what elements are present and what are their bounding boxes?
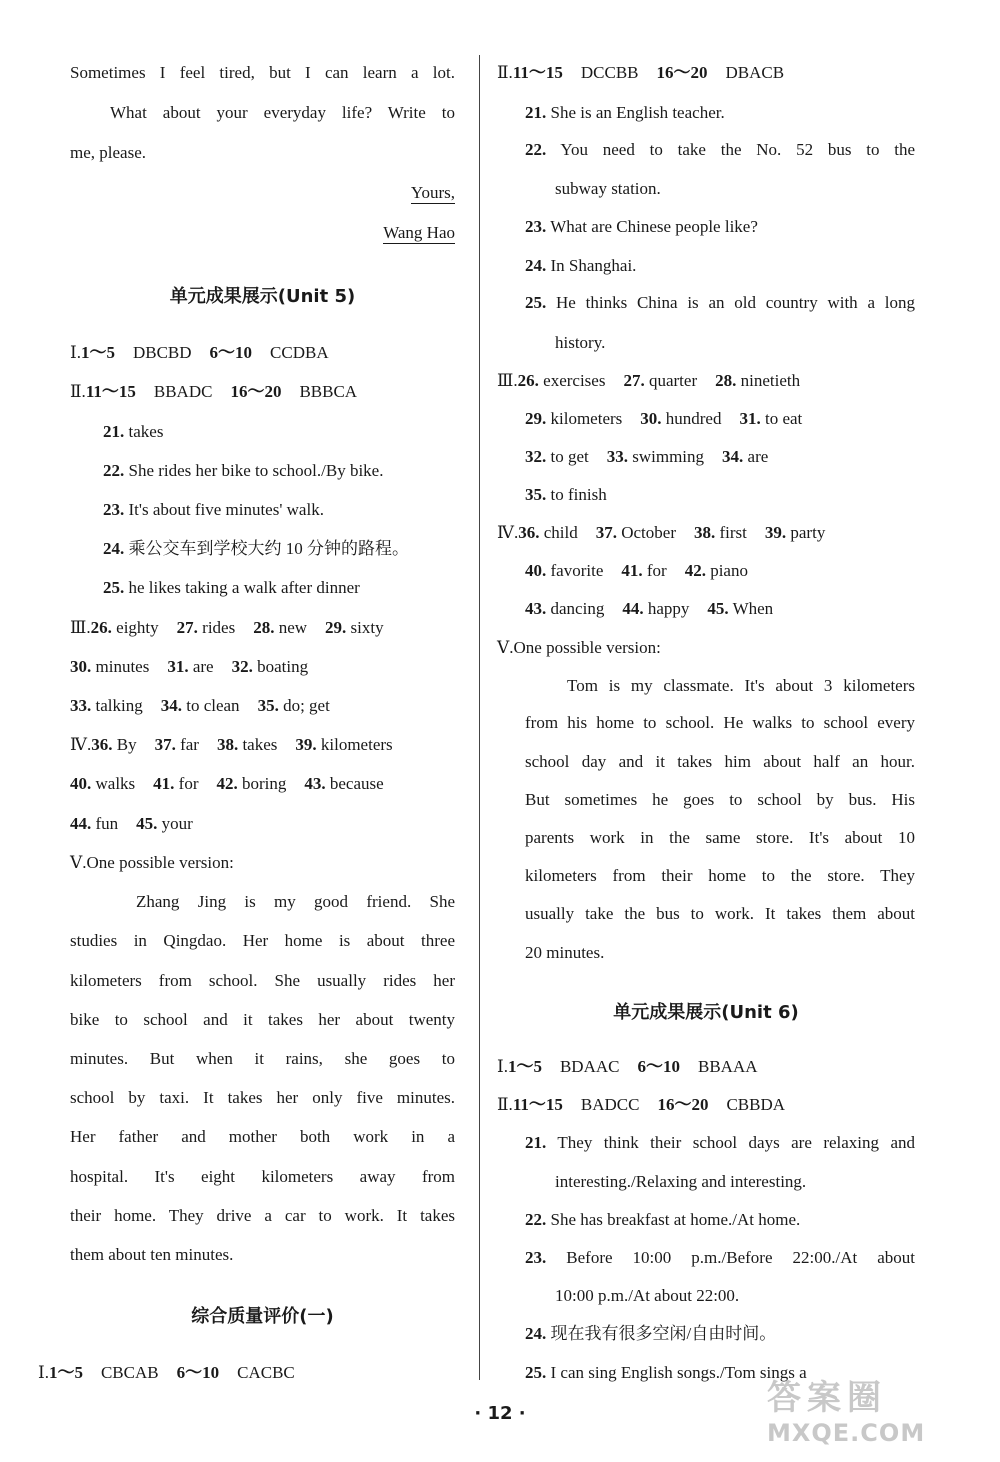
- page-number: · 12 ·: [474, 1403, 526, 1424]
- essay-line: Zhang Jing is my good friend. She: [136, 892, 455, 911]
- answer-item: 23. What are Chinese people like?: [525, 217, 758, 236]
- answer-row: Ⅲ.26. eighty 27. rides 28. new 29. sixty: [70, 618, 384, 637]
- answer-item: 22. She rides her bike to school./By bike.: [103, 461, 384, 480]
- answer-item: 25. He thinks China is an old country with a long: [525, 293, 915, 312]
- essay-line: them about ten minutes.: [70, 1245, 234, 1264]
- answer-row: Ⅳ.36. By 37. far 38. takes 39. kilometers: [70, 735, 393, 754]
- essay-line: parents work in the same store. It's about 10: [525, 828, 915, 847]
- essay-line: 20 minutes.: [525, 943, 605, 962]
- answer-row: Ⅰ.1～5 BDAAC 6～10 BBAAA: [497, 1057, 758, 1076]
- answer-row: 32. to get 33. swimming 34. are: [525, 447, 769, 466]
- answer-row: Ⅱ.11～15 BADCC 16～20 CBBDA: [497, 1095, 786, 1114]
- answer-row: 35. to finish: [525, 485, 607, 504]
- essay-line: from his home to school. He walks to school every: [525, 713, 915, 732]
- answer-row: 33. talking 34. to clean 35. do; get: [70, 696, 330, 715]
- essay-line: school by taxi. It takes her only five minutes.: [70, 1088, 455, 1107]
- answer-row: 44. fun 45. your: [70, 814, 193, 833]
- answer-row: 29. kilometers 30. hundred 31. to eat: [525, 409, 803, 428]
- watermark-logo: [767, 1370, 982, 1448]
- answer-item: 24. 现在我有很多空闲/自由时间。: [525, 1324, 777, 1343]
- essay-line: kilometers from school. She usually rides her: [70, 971, 455, 990]
- answer-row: 40. walks 41. for 42. boring 43. because: [70, 774, 384, 793]
- essay-line: But sometimes he goes to school by bus. His: [525, 790, 915, 809]
- section-heading: 单元成果展示(Unit 5): [169, 286, 356, 307]
- answer-item: 25. he likes taking a walk after dinner: [103, 578, 360, 597]
- answer-item: 22. You need to take the No. 52 bus to the: [525, 140, 916, 159]
- answer-row: Ⅲ.26. exercises 27. quarter 28. ninetieth: [497, 371, 801, 390]
- letter-line: What about your everyday life? Write to: [110, 103, 455, 122]
- column-divider: [479, 55, 480, 1380]
- essay-line: Her father and mother both work in a: [70, 1127, 455, 1146]
- answer-item-cont: interesting./Relaxing and interesting.: [555, 1172, 807, 1191]
- answer-row: Ⅳ.36. child 37. October 38. first 39. party: [497, 523, 826, 542]
- essay-line: studies in Qingdao. Her home is about three: [70, 931, 455, 950]
- answer-item: 23. Before 10:00 p.m./Before 22:00./At about: [525, 1248, 916, 1267]
- answer-row: Ⅰ.1～5 DBCBD 6～10 CCDBA: [70, 343, 329, 362]
- answer-row: Ⅴ.One possible version:: [70, 853, 234, 872]
- answer-row: 30. minutes 31. are 32. boating: [70, 657, 309, 676]
- answer-item: 24. 乘公交车到学校大约 10 分钟的路程。: [103, 539, 409, 558]
- answer-item: 24. In Shanghai.: [525, 256, 637, 275]
- letter-closing: Yours,: [410, 183, 455, 202]
- essay-line: their home. They drive a car to work. It takes: [70, 1206, 455, 1225]
- answer-row: Ⅴ.One possible version:: [497, 638, 661, 657]
- essay-line: hospital. It's eight kilometers away from: [70, 1167, 455, 1186]
- essay-line: Tom is my classmate. It's about 3 kilometers: [567, 676, 915, 695]
- answer-item: 22. She has breakfast at home./At home.: [525, 1210, 801, 1229]
- answer-item: 21. takes: [103, 422, 164, 441]
- answer-item-cont: subway station.: [555, 179, 661, 198]
- letter-line: Sometimes I feel tired, but I can learn a lot.: [70, 63, 455, 82]
- answer-item: 25. I can sing English songs./Tom sings a: [525, 1363, 807, 1382]
- section-heading: 单元成果展示(Unit 6): [613, 1002, 799, 1023]
- answer-item: 21. She is an English teacher.: [525, 103, 725, 122]
- answer-row: Ⅱ.11～15 BBADC 16～20 BBBCA: [70, 382, 358, 401]
- answer-row: 43. dancing 44. happy 45. When: [525, 599, 774, 618]
- watermark-url: MXQE.COM: [767, 1419, 926, 1447]
- section-heading: 综合质量评价(一): [191, 1306, 334, 1327]
- letter-line: me, please.: [70, 143, 146, 162]
- watermark-text: 答案圈: [767, 1378, 887, 1418]
- answer-item-cont: 10:00 p.m./At about 22:00.: [555, 1286, 740, 1305]
- essay-line: kilometers from their home to the store. They: [525, 866, 915, 885]
- letter-signature: Wang Hao: [383, 223, 455, 242]
- essay-line: bike to school and it takes her about twenty: [70, 1010, 455, 1029]
- essay-line: minutes. But when it rains, she goes to: [70, 1049, 455, 1068]
- answer-item: 21. They think their school days are relaxing and: [525, 1133, 915, 1152]
- answer-item: 23. It's about five minutes' walk.: [103, 500, 324, 519]
- answer-row: Ⅰ.1～5 CBCAB 6～10 CACBC: [38, 1363, 295, 1382]
- essay-line: school day and it takes him about half an hour.: [525, 752, 915, 771]
- answer-item-cont: history.: [555, 333, 606, 352]
- answer-row: Ⅱ.11～15 DCCBB 16～20 DBACB: [497, 63, 785, 82]
- essay-line: usually take the bus to work. It takes them about: [525, 904, 915, 923]
- answer-row: 40. favorite 41. for 42. piano: [525, 561, 748, 580]
